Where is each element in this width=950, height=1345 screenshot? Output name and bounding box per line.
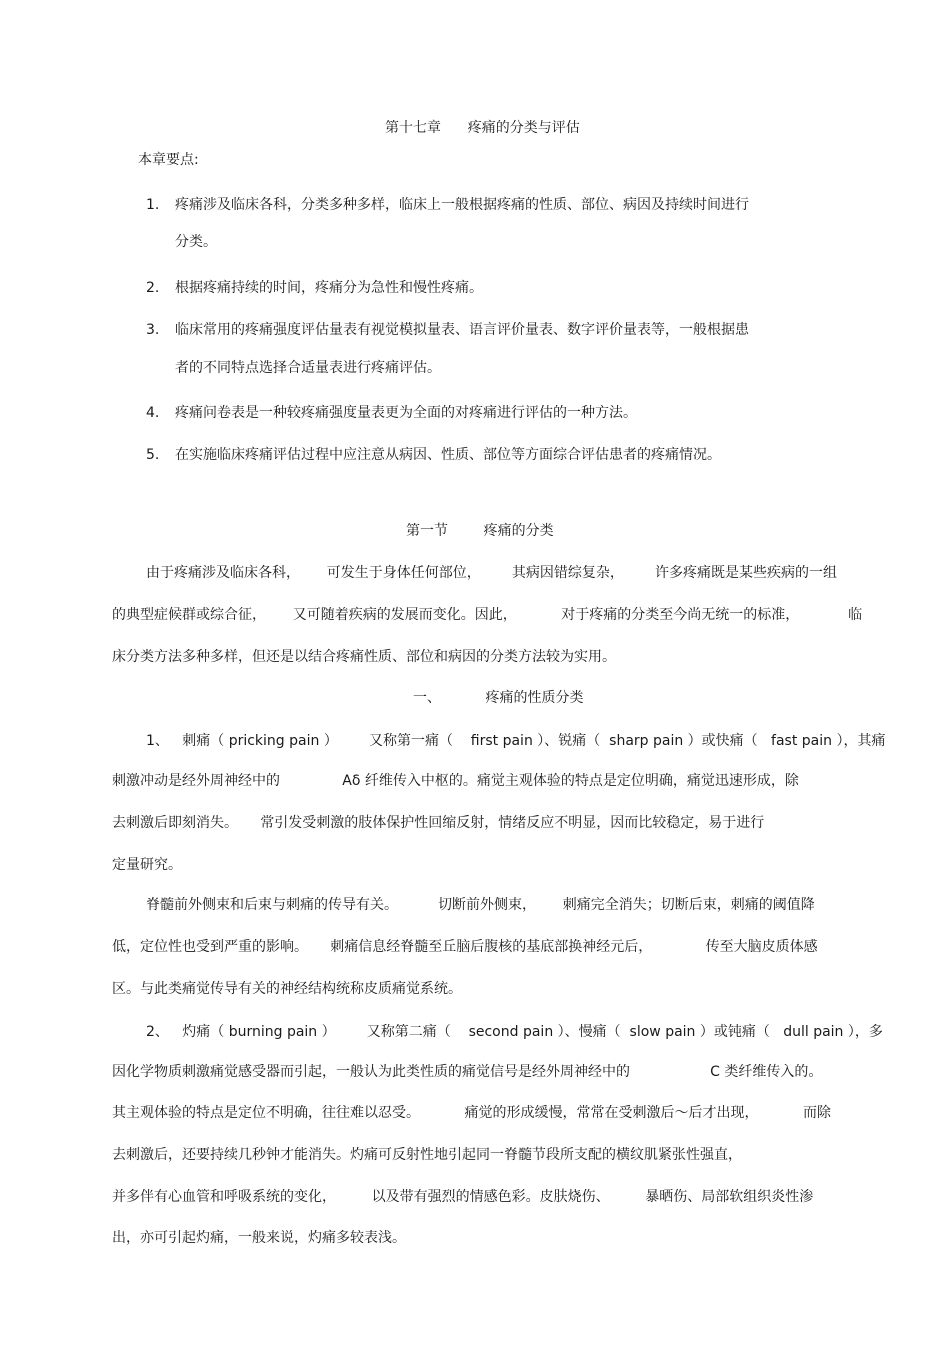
paragraph-line: 低，定位性也受到严重的影响。 刺痛信息经脊髓至丘脑后腹核的基底部换神经元后， 传至大脑皮质体感 (112, 939, 818, 955)
paragraph-line: 脊髓前外侧束和后束与刺痛的传导有关。 切断前外侧束， 刺痛完全消失；切断后束，刺痛的阈值降 (146, 897, 815, 913)
section-title: 第一节 疼痛的分类 (406, 523, 554, 539)
key-point-number: 5. (146, 447, 160, 463)
paragraph-line: 刺激冲动是经外周神经中的 Aδ 纤维传入中枢的。痛觉主观体验的特点是定位明确，痛觉迅速形成，除 (112, 773, 799, 789)
paragraph-line: 床分类方法多种多样，但还是以结合疼痛性质、部位和病因的分类方法较为实用。 (112, 649, 616, 665)
key-point-line: 在实施临床疼痛评估过程中应注意从病因、性质、部位等方面综合评估患者的疼痛情况。 (175, 447, 721, 463)
key-point-number: 1. (146, 197, 160, 213)
key-point-number: 2. (146, 280, 160, 296)
key-point-number: 4. (146, 405, 160, 421)
key-point-line: 疼痛问卷表是一种较疼痛强度量表更为全面的对疼痛进行评估的一种方法。 (175, 405, 637, 421)
key-point-line: 者的不同特点选择合适量表进行疼痛评估。 (175, 360, 441, 376)
key-point-number: 3. (146, 322, 160, 338)
key-point-line: 根据疼痛持续的时间，疼痛分为急性和慢性疼痛。 (175, 280, 483, 296)
paragraph-line: 因化学物质刺激痛觉感受器而引起，一般认为此类性质的痛觉信号是经外周神经中的 C 类纤维传入的。 (112, 1064, 823, 1080)
paragraph-line: 的典型症候群或综合征， 又可随着疾病的发展而变化。因此， 对于疼痛的分类至今尚无统一的标准， 临 (112, 607, 863, 623)
paragraph-line: 定量研究。 (112, 857, 182, 873)
paragraph-line: 1、 刺痛（ pricking pain ） 又称第一痛（ first pain ）、锐痛（ sharp pain ）或快痛（ fast pain ），其痛 (146, 733, 886, 749)
subsection-title: 一、 疼痛的性质分类 (413, 690, 584, 706)
chapter-title: 第十七章 疼痛的分类与评估 (385, 120, 580, 136)
key-point-line: 疼痛涉及临床各科，分类多种多样，临床上一般根据疼痛的性质、部位、病因及持续时间进行 (175, 197, 749, 213)
paragraph-line: 2、 灼痛（ burning pain ） 又称第二痛（ second pain ）、慢痛（ slow pain ）或钝痛（ dull pain ），多 (146, 1024, 883, 1040)
paragraph-line: 并多伴有心血管和呼吸系统的变化， 以及带有强烈的情感色彩。皮肤烧伤、 暴晒伤、局部软组织炎性渗 (112, 1189, 814, 1205)
key-point-line: 临床常用的疼痛强度评估量表有视觉模拟量表、语言评价量表、数字评价量表等，一般根据患 (175, 322, 749, 338)
key-points-heading: 本章要点: (138, 152, 199, 168)
key-point-line: 分类。 (175, 234, 217, 250)
paragraph-line: 区。与此类痛觉传导有关的神经结构统称皮质痛觉系统。 (112, 981, 462, 997)
paragraph-line: 去刺激后，还要持续几秒钟才能消失。灼痛可反射性地引起同一脊髓节段所支配的横纹肌紧张性强直， (112, 1147, 742, 1163)
paragraph-line: 出，亦可引起灼痛，一般来说，灼痛多较表浅。 (112, 1230, 406, 1246)
paragraph-line: 由于疼痛涉及临床各科， 可发生于身体任何部位， 其病因错综复杂， 许多疼痛既是某些疾病的一组 (146, 565, 838, 581)
paragraph-line: 去刺激后即刻消失。 常引发受刺激的肢体保护性回缩反射，情绪反应不明显，因而比较稳定，易于进行 (112, 815, 765, 831)
paragraph-line: 其主观体验的特点是定位不明确，往往难以忍受。 痛觉的形成缓慢，常常在受刺激后～后才出现， 而除 (112, 1105, 832, 1121)
